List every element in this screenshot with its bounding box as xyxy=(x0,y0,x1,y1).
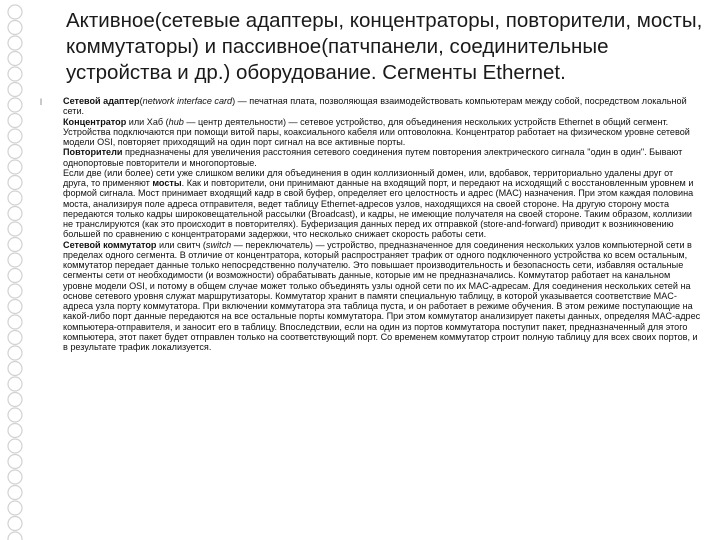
decorative-circle xyxy=(8,145,22,159)
bullet-icon: l xyxy=(40,97,42,107)
decorative-circle xyxy=(8,36,22,50)
adapter-paren: ( xyxy=(139,96,143,106)
term-switch: Сетевой коммутатор xyxy=(63,239,157,250)
switch-text-a: или свитч ( xyxy=(156,239,206,250)
decorative-circle xyxy=(8,300,22,314)
decorative-circle xyxy=(8,331,22,345)
decorative-circle xyxy=(8,176,22,190)
decorative-circle xyxy=(8,269,22,283)
decorative-circle xyxy=(8,207,22,221)
decorative-circle xyxy=(8,424,22,438)
decorative-circle xyxy=(8,501,22,515)
decorative-circle xyxy=(8,5,22,19)
decorative-circle xyxy=(8,83,22,97)
decorative-circle xyxy=(8,346,22,360)
decorative-circle xyxy=(8,160,22,174)
hub-text-a: или Хаб ( xyxy=(126,116,169,127)
decorative-circle xyxy=(8,52,22,66)
switch-text-b: — переключатель) — устройство, предназначенное для соединения нескольких узлов компьютерной сети в пределах одного сегмента. В отличие от концентратора, который распространяет трафик от одного подключенного устройства ко всем остальным, коммутатор передает данные только непосредственно получателю. Это повышает производительность и безопасность сети, избавляя остальные сегменты сети от необходимости (и возможности) обрабатывать данные, которые им не предназначались. Коммутатор работает на канальном уровне модели OSI, и потому в общем случае может только объединять узлы одной сети по их MAC-адресам. Для соединения нескольких сетей на основе сетевого уровня служат маршрутизаторы. Коммутатор хранит в памяти специальную таблицу, в которой указывается соответствие MAC-адреса узла порту коммутатора. При включении коммутатора эта таблица пуста, и он работает в режиме обучения. В этом режиме поступающие на какой-либо порт данные передаются на все остальные порты коммутатора. При этом коммутатор анализирует пакеты данных, определяя MAC-адрес компьютера-отправителя, и заносит его в таблицу. Впоследствии, если на один из портов коммутатора поступит пакет, предназначенный для этого компьютера, этот пакет будет отправлен только на соответствующий порт. Со временем коммутатор строит полную таблицу для всех своих портов, и в результате трафик локализуется. xyxy=(63,239,701,352)
switch-english: switch xyxy=(205,239,232,250)
decorative-circle xyxy=(8,517,22,531)
decorative-circle xyxy=(8,238,22,252)
paragraph-repeater xyxy=(63,147,701,168)
decorative-circle xyxy=(8,470,22,484)
decorative-circle xyxy=(8,486,22,500)
term-repeater: Повторители xyxy=(63,147,123,158)
decorative-circle xyxy=(8,439,22,453)
decorative-circle xyxy=(8,362,22,376)
decorative-circle xyxy=(8,21,22,35)
decorative-circle xyxy=(8,393,22,407)
bridge-text-b: . Как и повторители, они принимают данные на входящий порт, и передают на исходящий с восстановленным уровнем и формой сигнала. Мост принимает входящий кадр в свой буфер, определяет его целостность и адрес (MAC) назначения. При этом каждая половина моста, анализируя поле адреса отправителя, ведет таблицу Ethernet-адресов узлов, находящихся на своей стороне. На другую сторону моста передаются только кадры широковещательной рассылки (Broadcast), и кадры, не имеющие получателя на своей стороне. Таким образом, коллизии не транслируются (как это происходит в повторителях). Буферизация данных перед их отправкой (store-and-forward) приводит к возникновению большей по сравнению с концентраторами задержки, что несколько снижает скорость работы сети. xyxy=(63,178,694,240)
paragraph-bridge xyxy=(63,168,701,240)
decorative-circle xyxy=(8,315,22,329)
decorative-circle xyxy=(8,67,22,81)
decorative-circle xyxy=(8,455,22,469)
paragraph-hub xyxy=(63,117,701,148)
paragraph-switch xyxy=(63,240,701,353)
decorative-circle xyxy=(8,114,22,128)
decorative-circle xyxy=(8,253,22,267)
decorative-circle xyxy=(8,284,22,298)
term-network-adapter: Сетевой адаптер xyxy=(63,96,140,106)
adapter-text: ) — печатная плата, позволяющая взаимодействовать компьютерам между собой, посредством локальной сети. xyxy=(63,96,687,117)
paragraph-adapter xyxy=(63,96,701,117)
term-bridge: мосты xyxy=(152,178,182,188)
decorative-circle xyxy=(8,377,22,391)
term-hub: Концентратор xyxy=(63,116,127,127)
hub-english: hub xyxy=(168,116,184,127)
decorative-circles xyxy=(0,0,34,540)
hub-text-b: — центр деятельности) — сетевое устройство, для объединения нескольких устройств Ethernet в общий сегмент. Устройства подключаются при помощи витой пары, коаксиального кабеля или оптоволокна. Концентратор работает на физическом уровне сетевой модели OSI, повторяет приходящий на один порт сигнал на все активные порты. xyxy=(63,116,690,147)
slide-body xyxy=(63,96,701,352)
decorative-circle xyxy=(8,532,22,540)
decorative-circle xyxy=(8,129,22,143)
adapter-english: network interface card xyxy=(142,96,233,106)
decorative-circle xyxy=(8,408,22,422)
slide-title: Активное(сетевые адаптеры, концентраторы, повторители, мосты, коммутаторы) и пассивное(патчпанели, соединительные устройства и др.) оборудование. Сегменты Ethernet. xyxy=(66,9,703,84)
bridge-text-a: Если две (или более) сети уже слишком велики для объединения в один коллизионный домен, или, вдобавок, территориально удалены друг от друга, то применяют xyxy=(63,167,674,188)
decorative-circle xyxy=(8,191,22,205)
decorative-circle xyxy=(8,98,22,112)
repeater-text: предназначены для увеличения расстояния сетевого соединения путем повторения электрического сигнала "один в один". Бывают однопортовые повторители и многопортовые. xyxy=(63,147,683,168)
decorative-circle xyxy=(8,222,22,236)
